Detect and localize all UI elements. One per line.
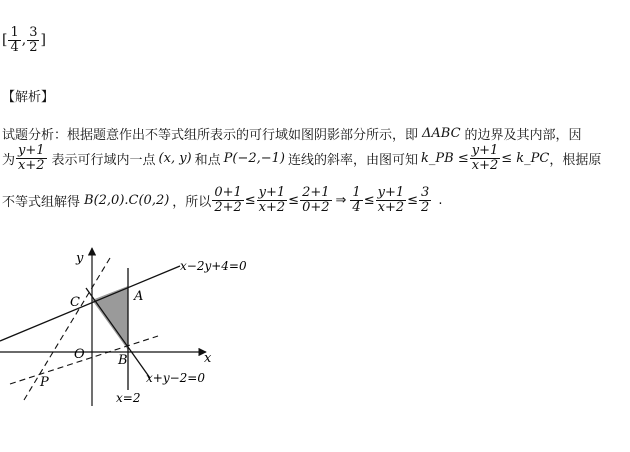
feasible-region-figure bbox=[0, 240, 300, 452]
point-P-coords: P(−2,−1) bbox=[223, 150, 286, 166]
analysis-line-1: 试题分析：根据题意作出不等式组所表示的可行域如图阴影部分所示，即 ΔABC 的边界及其内部，因 bbox=[2, 126, 582, 143]
slope-fraction-2: $\frac{y+1}{x+2}$ bbox=[471, 143, 499, 173]
section-heading: 【解析】 bbox=[2, 90, 55, 105]
label-A: A bbox=[134, 289, 144, 304]
analysis-line-3: 不等式组解得 B(2,0). C(0,2) ，所以 $\frac{0+1}{2+2}$ ≤ $\frac{y+1}{x+2}$ ≤ $\frac{2+1}{0+2}$ ⇒ $\frac{1}{4}$ ≤ $\frac{y+1}{x+2}$ ≤ $\frac{3}{2}$ . bbox=[2, 185, 443, 215]
label-line2: x+y−2=0 bbox=[146, 371, 205, 385]
analysis-line-2: 为 $\frac{y+1}{x+2}$ 表示可行域内一点 (x, y) 和点 P(−2,−1) 连线的斜率，由图可知 k_PB ≤ $\frac{y+1}{x+2}$ ≤ k_PC ，根据原 bbox=[2, 143, 602, 173]
label-line1: x−2y+4=0 bbox=[180, 259, 247, 273]
label-P: P bbox=[40, 375, 49, 390]
bound-fraction-a: $\frac{0+1}{2+2}$ bbox=[214, 185, 242, 215]
result-fraction-lower: $\frac{1}{4}$ bbox=[352, 185, 361, 215]
result-fraction-upper: $\frac{3}{2}$ bbox=[421, 185, 430, 215]
label-B: B bbox=[118, 353, 128, 368]
point-B-coords: B(2,0). bbox=[84, 192, 129, 208]
bound-fraction-b: $\frac{2+1}{0+2}$ bbox=[302, 185, 330, 215]
bracket-close: ] bbox=[40, 32, 46, 49]
label-line3: x=2 bbox=[116, 391, 141, 405]
answer-fraction-lower: $\frac{1}{4}$ bbox=[10, 25, 19, 55]
answer-interval: [ $\frac{1}{4}$ , $\frac{3}{2}$ ] bbox=[2, 25, 46, 55]
triangle-label: ΔABC bbox=[422, 126, 461, 141]
label-y-axis: y bbox=[76, 251, 84, 266]
answer-fraction-upper: $\frac{3}{2}$ bbox=[29, 25, 38, 55]
dashed-line-PC bbox=[24, 258, 110, 400]
slope-fraction: $\frac{y+1}{x+2}$ bbox=[18, 143, 45, 173]
bound-fraction-main: $\frac{y+1}{x+2}$ bbox=[258, 185, 286, 215]
point-C-coords: C(0,2) bbox=[128, 192, 170, 208]
result-fraction-main: $\frac{y+1}{x+2}$ bbox=[377, 185, 405, 215]
label-x-axis: x bbox=[204, 351, 212, 366]
slope-kpb: k_PB ≤ bbox=[421, 150, 469, 166]
bracket-open: [ bbox=[2, 32, 8, 49]
label-C: C bbox=[70, 295, 80, 310]
line-x-2y+4 bbox=[0, 266, 180, 341]
slope-kpc: ≤ k_PC bbox=[501, 150, 550, 166]
label-O: O bbox=[74, 347, 85, 362]
point-xy: (x, y) bbox=[158, 150, 192, 166]
